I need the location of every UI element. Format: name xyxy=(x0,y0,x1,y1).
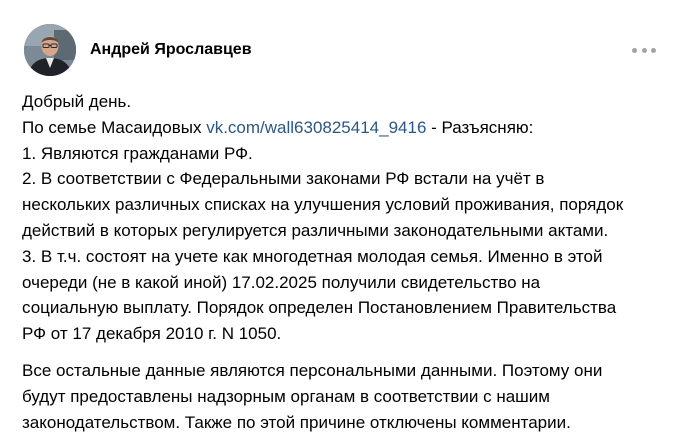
post-line xyxy=(22,115,662,141)
post-line: РФ от 17 декабря 2010 г. N 1050. xyxy=(22,324,282,344)
post-text xyxy=(22,89,662,435)
avatar[interactable] xyxy=(24,24,76,76)
post-line: 3. В т.ч. состоят на учете как многодетная молодая семья. Именно в этой xyxy=(22,246,603,266)
post-line: будут предоставлены надзорным органам в соответствии с нашим xyxy=(22,386,550,406)
more-dot xyxy=(651,48,656,53)
post-line: Все остальные данные являются персональными данными. Поэтому они xyxy=(22,360,603,380)
author-name[interactable]: Андрей Ярославцев xyxy=(90,41,252,58)
post-line-text: - Разъясняю: xyxy=(426,117,534,137)
post-line: нескольких различных списках на улучшения условий проживания, порядок xyxy=(22,195,624,215)
post-line: законодательством. Также по этой причине отключены комментарии. xyxy=(22,412,571,432)
more-dot xyxy=(642,48,647,53)
more-horizontal-icon[interactable] xyxy=(632,44,656,56)
more-dot xyxy=(632,48,637,53)
post-line: социальную выплату. Порядок определен Постановлением Правительства xyxy=(22,298,617,318)
wall-post-link[interactable]: vk.com/wall630825414_9416 xyxy=(206,117,427,137)
post-line: Добрый день. xyxy=(22,92,132,111)
post-line: 1. Являются гражданами РФ. xyxy=(22,143,253,163)
post-line-text: По семье Масаидовых xyxy=(22,117,207,137)
post-header xyxy=(24,24,664,76)
post-line: 2. В соответствии с Федеральными законами РФ встали на учёт в xyxy=(22,169,545,189)
post-line: действий в которых регулируется различными законодательными актами. xyxy=(22,220,609,240)
avatar-image xyxy=(24,24,76,76)
post-line: очереди (не в какой иной) 17.02.2025 получили свидетельство на xyxy=(22,272,541,292)
